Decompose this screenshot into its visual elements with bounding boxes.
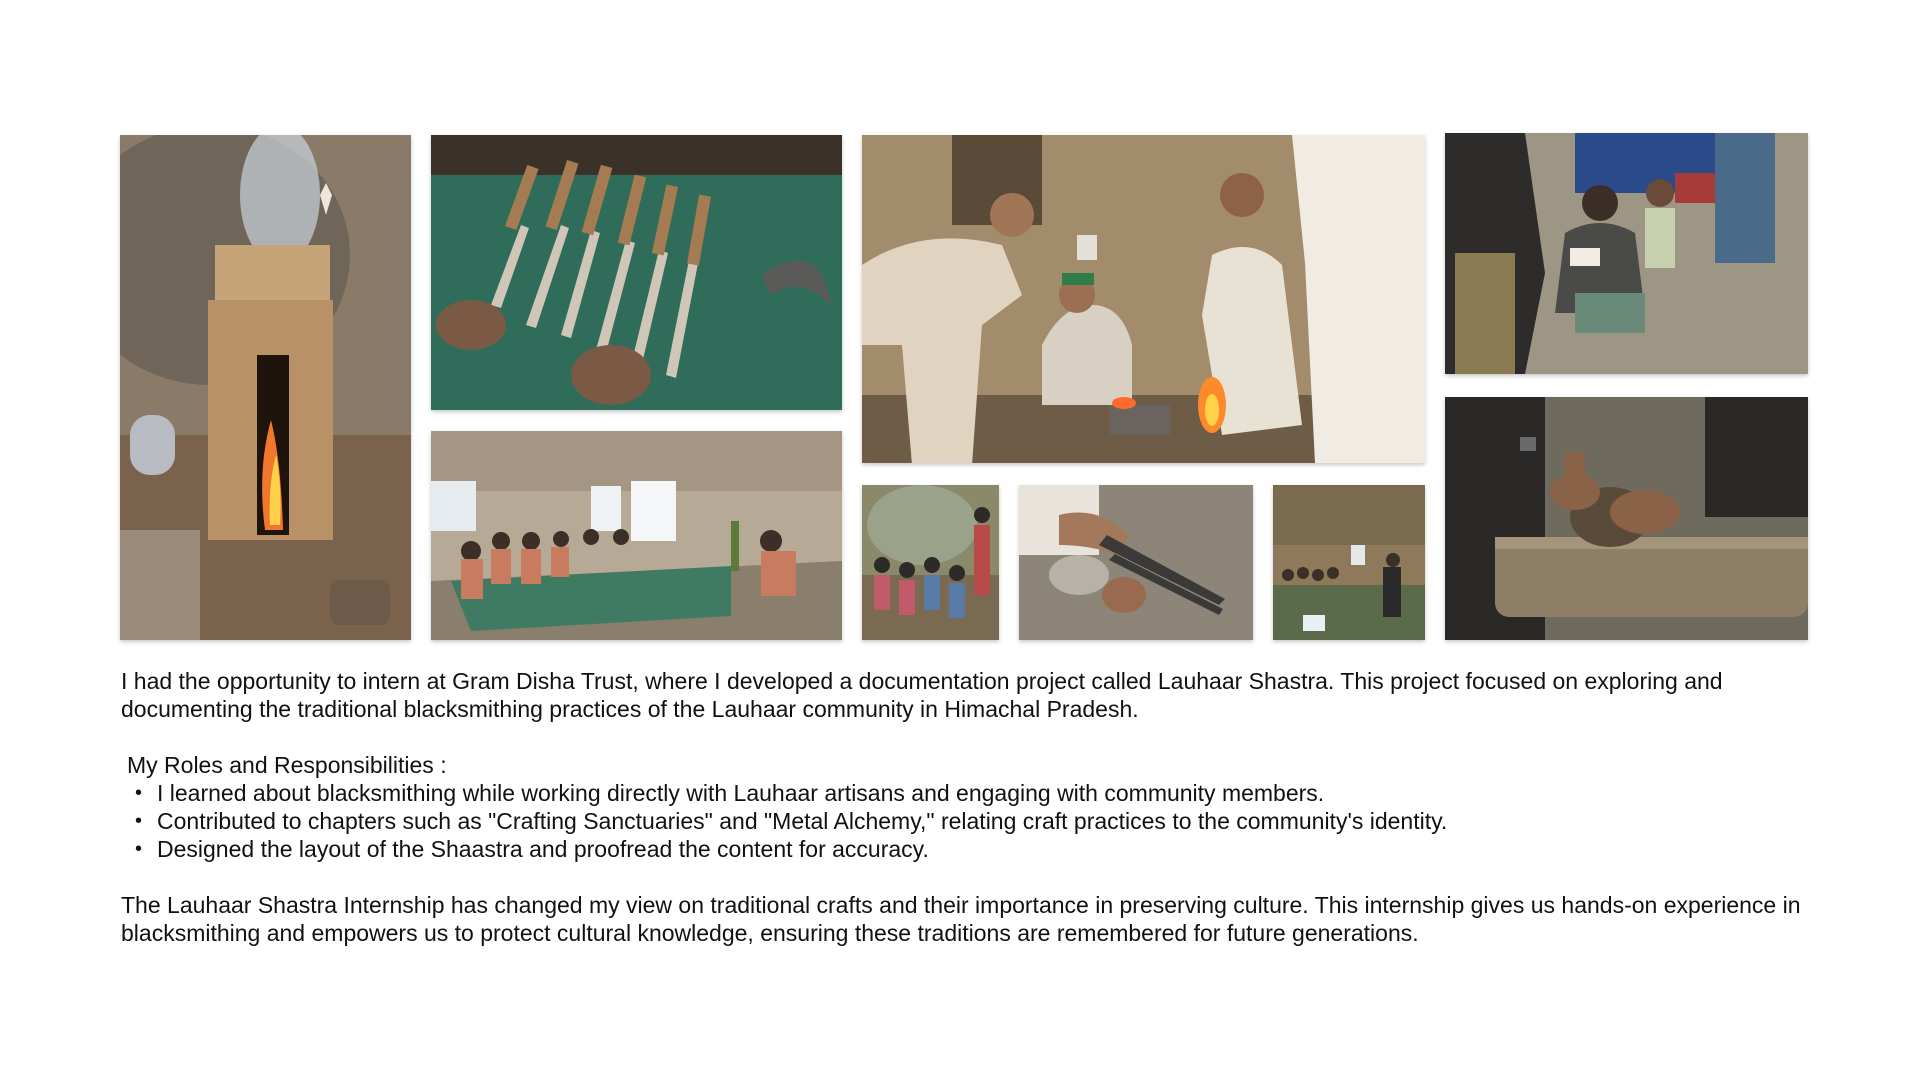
role-text: Contributed to chapters such as "Crafting Sanctuaries" and "Metal Alchemy," relating craft practices to the community's identity. xyxy=(157,808,1448,834)
intro-paragraph: I had the opportunity to intern at Gram Disha Trust, where I developed a documentation project called Lauhaar Shastra. This project focused on exploring and documenting the traditional blacksmithing practices of the Lauhaar community in Himachal Pradesh. xyxy=(121,668,1723,722)
interview-photo xyxy=(1445,133,1808,374)
hands-on-log-photo xyxy=(1445,397,1808,640)
spacer xyxy=(121,863,1821,891)
roles-list xyxy=(121,779,1821,863)
clay-furnace-photo xyxy=(120,135,411,640)
list-item xyxy=(121,835,1821,863)
role-text: I learned about blacksmithing while working directly with Lauhaar artisans and engaging with community members. xyxy=(157,780,1325,806)
list-item xyxy=(121,779,1821,807)
description-text-block xyxy=(121,667,1821,947)
role-text: Designed the layout of the Shaastra and proofread the content for accuracy. xyxy=(157,836,929,862)
roles-heading: My Roles and Responsibilities : xyxy=(127,752,447,778)
spacer xyxy=(121,723,1821,751)
community-gathering-photo xyxy=(862,485,999,640)
presentation-photo xyxy=(1273,485,1425,640)
bullet-icon: • xyxy=(135,782,143,804)
blacksmiths-forging-photo xyxy=(862,135,1425,463)
bullet-icon: • xyxy=(135,810,143,832)
tongs-photo xyxy=(1019,485,1253,640)
workshop-room-photo xyxy=(431,431,842,640)
conclusion-paragraph: The Lauhaar Shastra Internship has changed my view on traditional crafts and their importance in preserving culture. This internship gives us hands-on experience in blacksmithing and empowers us to protect cultural knowledge, ensuring these traditions are remembered for future generations. xyxy=(121,892,1801,946)
bullet-icon: • xyxy=(135,838,143,860)
list-item xyxy=(121,807,1821,835)
knives-photo xyxy=(431,135,842,410)
